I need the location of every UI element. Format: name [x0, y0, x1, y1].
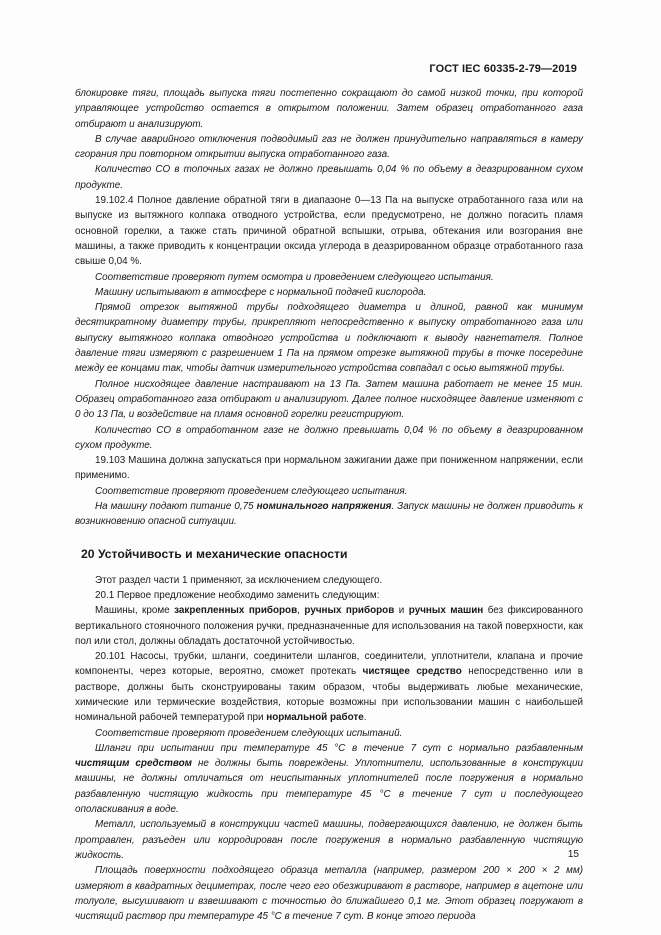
paragraph — [75, 741, 583, 817]
paragraph: Машину испытывают в атмосфере с нормальной подачей кислорода. — [95, 286, 427, 298]
defined-term: закрепленных приборов — [174, 605, 298, 617]
paragraph — [75, 499, 583, 530]
page-body-text — [75, 86, 583, 924]
text-run: без фиксированного вертикального стояночного положения ручки, предназначенные для использования на такой поверхности, как пол или стол, должны обладать достаточной устойчивостью. — [75, 605, 583, 647]
paragraph — [75, 603, 583, 649]
paragraph — [75, 649, 583, 725]
text-run: 20.101 Насосы, трубки, шланги, соединители шлангов, соединители, уплотнители, клапана и прочие компоненты, через которые, вероятно, сможет протекать — [75, 651, 583, 678]
paragraph: Прямой отрезок вытяжной трубы подходящего диаметра и длиной, равной как минимум десятикратному диаметру трубы, прикрепляют непосредственно к выпуску отработанного газа или выпуску вытяжного колпака отводного устройства и подключают к выводу нагнетателя. Полное давление тяги измеряют с разрешением 1 Па на прямом отрезке вытяжной трубы в точке посередине между ее концами так, чтобы датчик измерительного устройства совпадал с осью вытяжной трубы. — [75, 302, 583, 375]
defined-term: ручных машин — [408, 605, 484, 617]
text-run: непосредственно или в растворе, должны быть сконструированы таким образом, чтобы выдерживать любые механические, химические или термические воздействия, которые возможны при использовании машин с наибольшей номинальной рабочей температурой при — [75, 666, 583, 724]
standard-code-header: ГОСТ IEC 60335-2-79—2019 — [429, 63, 577, 75]
text-run: На машину подают питание 0,75 — [95, 501, 257, 513]
defined-term: номинального напряжения — [256, 501, 392, 513]
section-heading: 20 Устойчивость и механические опасности — [81, 546, 348, 561]
paragraph: Соответствие проверяют проведением следующего испытания. — [95, 485, 408, 497]
paragraph: Полное нисходящее давление настраивают на 13 Па. Затем машина работает не менее 15 мин. Образец отработанного газа отбирают и анализируют. Далее полное нисходящее давление изменяют с 0 до 13 Па, и воздействие на пламя основной горелки регистрируют. — [75, 378, 583, 421]
paragraph: 20.1 Первое предложение необходимо заменить следующим: — [95, 589, 380, 601]
paragraph: Соответствие проверяют путем осмотра и проведением следующего испытания. — [95, 271, 494, 283]
paragraph: блокировке тяги, площадь выпуска тяги постепенно сокращают до самой низкой точки, при которой управляющее устройство остается в открытом положении. Затем образец отработанного газа отбирают и анализируют. — [75, 88, 583, 130]
defined-term: чистящим средством — [75, 758, 192, 770]
paragraph: Количество CO в отработанном газе не должно превышать 0,04 % по объему в деазрированном сухом продукте. — [75, 424, 583, 451]
text-run: не должны быть повреждены. Уплотнители, использованные в конструкции машины, не должны отличаться от неиспытанных уплотнителей после погружения в нормально разбавленную чистящую жидкость при температуре 45 °С в течение 7 сут и последующего ополаскивания в воде. — [75, 758, 583, 816]
defined-term: ручных приборов — [304, 605, 395, 617]
page-number: 15 — [567, 849, 579, 860]
text-run: , — [297, 605, 305, 617]
paragraph: Этот раздел части 1 применяют, за исключением следующего. — [95, 574, 383, 586]
text-run: и — [394, 605, 409, 617]
paragraph: Соответствие проверяют проведением следующих испытаний. — [95, 727, 403, 739]
paragraph: 19.103 Машина должна запускаться при нормальном зажигании даже при пониженном напряжении, если применимо. — [75, 455, 583, 482]
paragraph: Количество CO в топочных газах не должно превышать 0,04 % по объему в деазрированном сухом продукте. — [75, 164, 583, 191]
paragraph: В случае аварийного отключения подводимый газ не должен принудительно направляться в камеру сгорания при повторном открытии выпуска отработанного газа. — [75, 133, 583, 161]
defined-term: нормальной работе — [266, 712, 364, 724]
text-run: . — [363, 712, 367, 724]
defined-term: чистящее средство — [362, 666, 462, 678]
text-run: Шланги при испытании при температуре 45 °С в течение 7 сут с нормально разбавленным — [95, 742, 583, 754]
paragraph: Площадь поверхности подходящего образца металла (например, размером 200 × 200 × 2 мм) измеряют в квадратных дециметрах, после чего его обезжиривают в растворе, например в ацетоне или толуоле, высушивают и взвешивают с точностью до ближайшего 0,1 мг. Этот образец погружают в чистящий раствор при температуре 45 °С в течение 7 сут. В конце этого периода — [75, 865, 583, 923]
paragraph: Металл, используемый в конструкции частей машины, подвергающихся давлению, не должен быть протравлен, разъеден или корродирован после погружения в нормально разбавленную чистящую жидкость. — [75, 819, 583, 861]
text-run: Машины, кроме — [95, 605, 175, 617]
paragraph: 19.102.4 Полное давление обратной тяги в диапазоне 0—13 Па на выпуске отработанного газа или на выпуске из вытяжного колпака отводного устройства, если предусмотрено, не должно погасить пламя основной горелки, а также стать причиной обратной вспышки, отрыва, обтекания или возгорания вне машины, а также приводить к концентрации оксида углерода в деазрированном образце отработанного газа свыше 0,04 %. — [75, 195, 583, 268]
text-run: . Запуск машины не должен приводить к возникновению опасной ситуации. — [75, 501, 583, 528]
